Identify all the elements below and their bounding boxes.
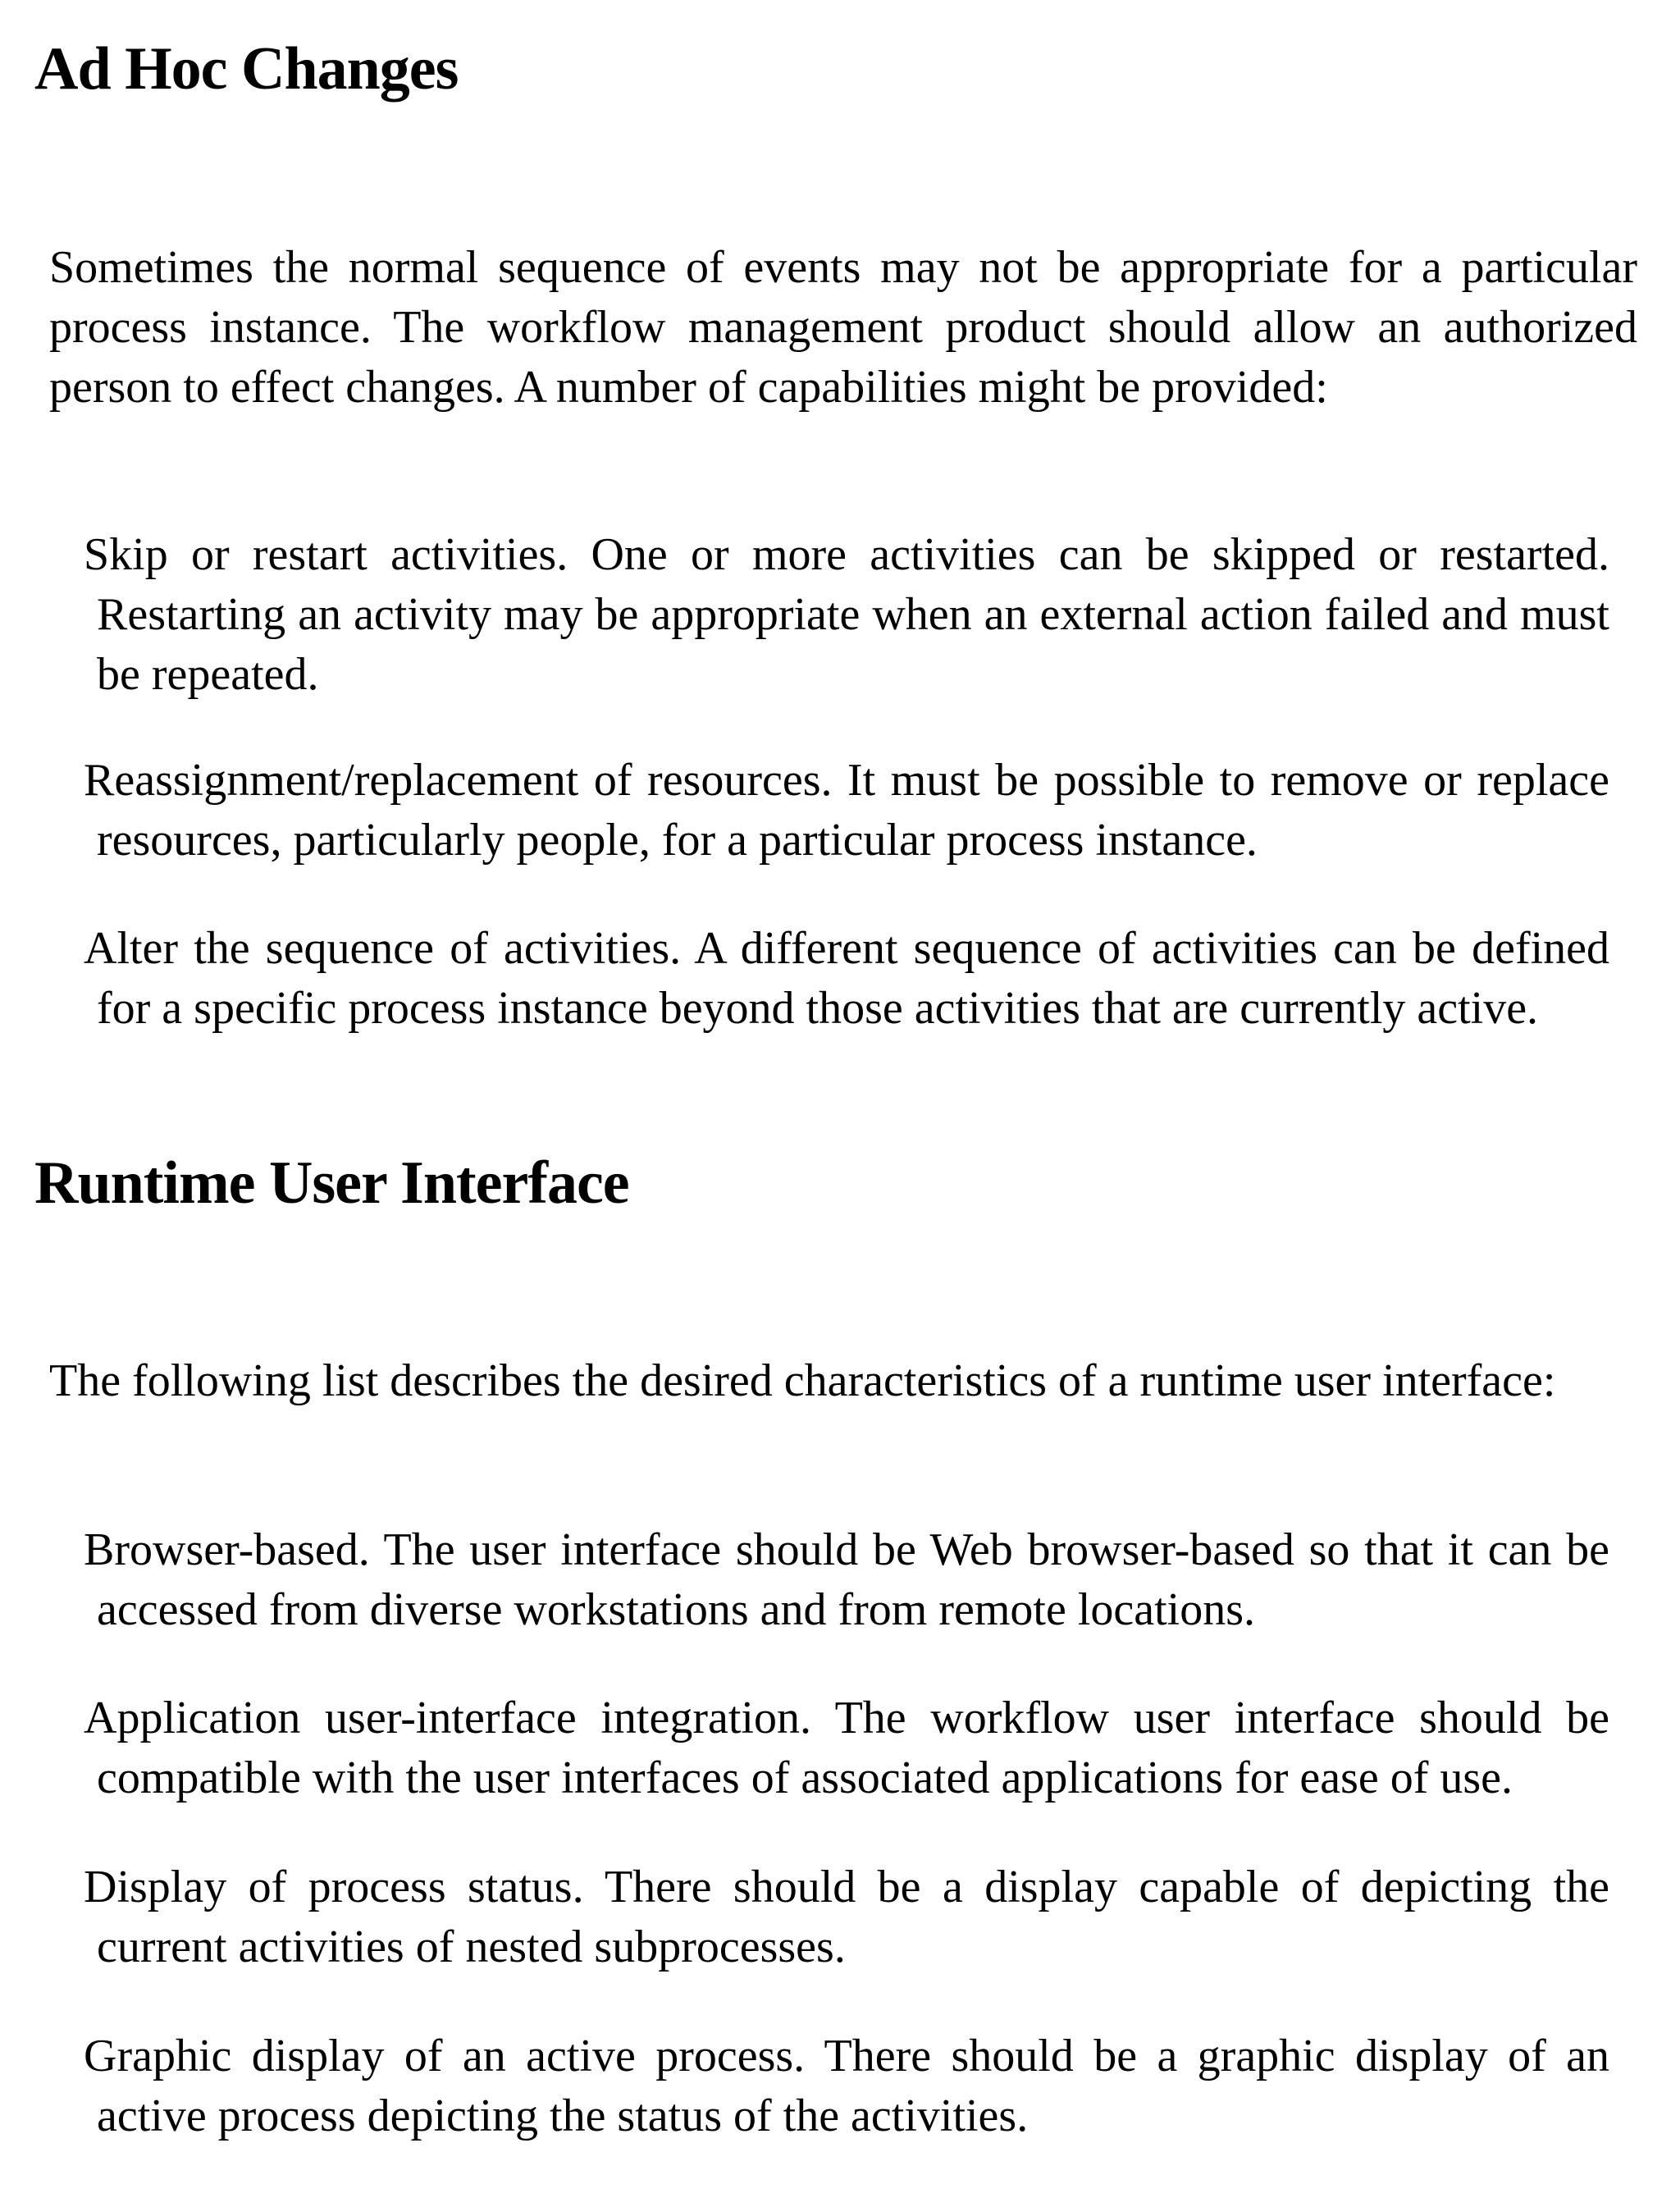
list-item: [84, 1857, 1609, 1977]
list-item-text: Skip or restart activities. One or more activities can be skipped or restarted. Restarting an activity may be appropriate when an external action failed and must be repeated.: [84, 529, 1609, 700]
list-item-text: Graphic display of an active process. There should be a graphic display of an active process depicting the status of the activities.: [84, 2031, 1609, 2141]
section-heading-ad-hoc-changes: Ad Hoc Changes: [34, 35, 459, 103]
list-item-text: Display of process status. There should be a display capable of depicting the current activities of nested subprocesses.: [84, 1862, 1609, 1972]
list-item: [84, 919, 1609, 1039]
list-item: [84, 1520, 1609, 1640]
section-heading-runtime-user-interface: Runtime User Interface: [34, 1149, 629, 1217]
intro-paragraph-ad-hoc: Sometimes the normal sequence of events may not be appropriate for a particular process instance. The workflow management product should allow an authorized person to effect changes. A number of capabilities might be provided:: [49, 242, 1637, 413]
intro-paragraph-runtime: The following list describes the desired characteristics of a runtime user interface:: [49, 1355, 1556, 1406]
list-item-text: Alter the sequence of activities. A different sequence of activities can be defined for a specific process instance beyond those activities that are currently active.: [84, 923, 1609, 1034]
list-item: [84, 1688, 1609, 1808]
list-item: [84, 525, 1609, 705]
list-item: [84, 2027, 1609, 2146]
list-item-text: Reassignment/replacement of resources. It must be possible to remove or replace resources, particularly people, for a particular process instance.: [84, 755, 1609, 866]
list-item: [84, 751, 1609, 870]
list-item-text: Application user-interface integration. The workflow user interface should be compatible with the user interfaces of associated applications for ease of use.: [84, 1693, 1609, 1803]
list-item-text: Browser-based. The user interface should be Web browser-based so that it can be accessed from diverse workstations and from remote locations.: [84, 1524, 1609, 1635]
